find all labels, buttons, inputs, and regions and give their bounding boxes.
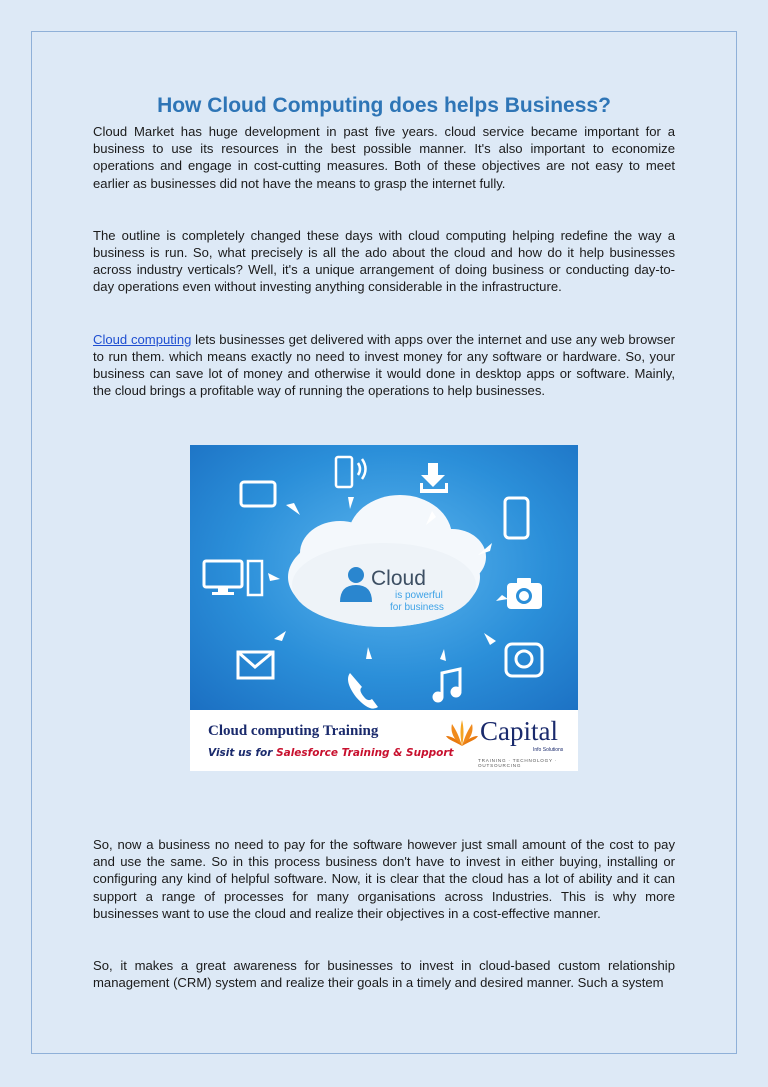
paragraph-2: The outline is completely changed these days with cloud computing helping redefine the way a business is run. So, what precisely is all the ado about the cloud and how do it help businesses across industry verticals? Well, it's a unique arrangement of doing business or conducting day-to-day operations even without investing anything considerable in the infrastructure.	[93, 227, 675, 295]
paragraph-3-text: lets businesses get delivered with apps over the internet and use any web browser to run them. which means exactly no need to invest money for any software or hardware. So, your business can save lot of money and otherwise it would done in desktop apps or software. Mainly, the cloud brings a profitable way of running the operations to help businesses.	[93, 331, 675, 399]
paragraph-1: Cloud Market has huge development in past five years. cloud service became important for a business to use its resources in the best possible manner. It's also important to economize operations and engage in cost-cutting measures. Both of these objectives are not easy to meet earlier as businesses did not have the means to grasp the internet fully.	[93, 124, 675, 191]
training-banner	[190, 710, 578, 771]
cloud-computing-link[interactable]: Cloud computing	[93, 331, 192, 347]
document-title: How Cloud Computing does helps Business?	[157, 94, 611, 117]
tv-icon	[506, 644, 542, 676]
document-body-lower	[93, 836, 675, 991]
paragraph-3	[93, 331, 675, 400]
cloud-line-3: for business	[390, 602, 444, 613]
mobile-phone-icon	[336, 457, 366, 487]
telephone-icon	[348, 673, 378, 709]
download-icon	[420, 463, 448, 493]
tablet-icon	[241, 482, 275, 506]
banner-title: Cloud computing Training	[208, 723, 379, 739]
music-note-icon	[434, 669, 460, 701]
cloud-icon	[288, 495, 486, 627]
capital-logo-icon	[446, 718, 478, 748]
brand-subtitle: Info Solutions	[533, 747, 564, 753]
desktop-computer-icon	[204, 561, 262, 595]
brand-tagline: TRAINING · TECHNOLOGY · OUTSOURCING	[478, 758, 558, 768]
banner-visit-text: Visit us for	[208, 747, 277, 759]
paragraph-5: So, it makes a great awareness for businesses to invest in cloud-based custom relationship management (CRM) system and realize their goals in a timely and desired manner. Such a system	[93, 958, 675, 991]
email-icon	[238, 652, 273, 678]
cloud-computing-figure	[190, 445, 578, 771]
smartphone-icon	[505, 498, 528, 538]
cloud-word: Cloud	[371, 567, 426, 590]
paragraph-4: So, now a business no need to pay for the software however just small amount of the cost to pay and use the same. So in this process business don't have to invest in either buying, installing or configuring any kind of helpful software. Now, it is clear that the cloud has a lot of ability and it can support a range of processes for many organisations across Industries. This is why more businesses want to use the cloud and realize their objectives in a cost-effective manner.	[93, 837, 675, 921]
document-body	[93, 92, 675, 399]
banner-visit-line	[208, 747, 454, 759]
banner-highlight: Salesforce Training & Support	[276, 747, 454, 759]
cloud-line-2: is powerful	[395, 590, 443, 601]
brand-name: Capital	[480, 716, 558, 746]
camera-icon	[507, 578, 542, 609]
